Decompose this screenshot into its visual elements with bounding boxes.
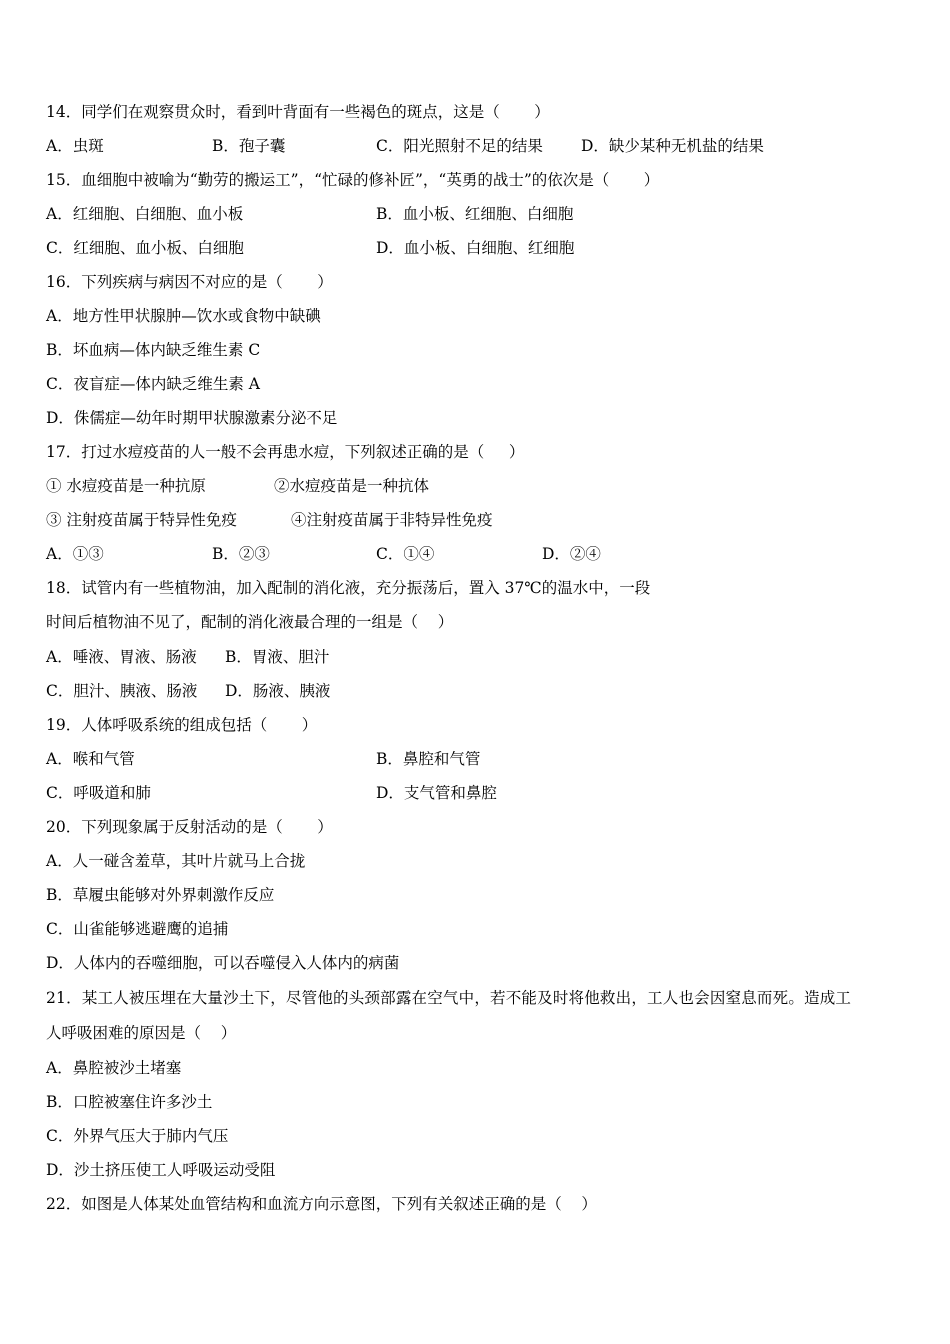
option-d: D．缺少某种无机盐的结果 — [581, 137, 764, 155]
question-18-stem-line2: 时间后植物油不见了，配制的消化液最合理的一组是（ ） — [46, 613, 454, 631]
option-b: B．②③ — [212, 545, 270, 563]
option-c: C．呼吸道和肺 — [46, 784, 151, 802]
question-14-stem: 14．同学们在观察贯众时，看到叶背面有一些褐色的斑点，这是（ ） — [46, 103, 550, 121]
option-d: D．支气管和鼻腔 — [376, 784, 497, 802]
option-b: B．坏血病—体内缺乏维生素 C — [46, 341, 261, 359]
option-d: D．血小板、白细胞、红细胞 — [376, 239, 575, 257]
option-d: D．肠液、胰液 — [225, 682, 331, 700]
statement-4: ④注射疫苗属于非特异性免疫 — [291, 511, 493, 529]
question-20-stem: 20．下列现象属于反射活动的是（ ） — [46, 818, 333, 836]
question-19-stem: 19．人体呼吸系统的组成包括（ ） — [46, 716, 318, 734]
option-d: D．侏儒症—幼年时期甲状腺激素分泌不足 — [46, 409, 338, 427]
question-21-stem-line1: 21．某工人被压埋在大量沙土下，尽管他的头颈部露在空气中，若不能及时将他救出，工人也会因窒息而死。造成工 — [46, 989, 852, 1007]
option-a: A．①③ — [46, 545, 104, 563]
option-a: A．地方性甲状腺肿—饮水或食物中缺碘 — [46, 307, 321, 325]
option-c: C．外界气压大于肺内气压 — [46, 1127, 229, 1145]
option-c: C．山雀能够逃避鹰的追捕 — [46, 920, 229, 938]
statement-2: ②水痘疫苗是一种抗体 — [274, 477, 430, 495]
option-a: A．喉和气管 — [46, 750, 135, 768]
statement-1: ① 水痘疫苗是一种抗原 — [46, 477, 206, 495]
option-c: C．胆汁、胰液、肠液 — [46, 682, 198, 700]
option-b: B．孢子囊 — [212, 137, 286, 155]
question-22-stem: 22．如图是人体某处血管结构和血流方向示意图，下列有关叙述正确的是（ ） — [46, 1195, 597, 1213]
option-b: B．鼻腔和气管 — [376, 750, 481, 768]
option-b: B．口腔被塞住许多沙土 — [46, 1093, 213, 1111]
question-16-stem: 16．下列疾病与病因不对应的是（ ） — [46, 273, 333, 291]
option-c: C．夜盲症—体内缺乏维生素 A — [46, 375, 260, 393]
option-a: A．人一碰含羞草，其叶片就马上合拢 — [46, 852, 306, 870]
option-c: C．红细胞、血小板、白细胞 — [46, 239, 244, 257]
question-18-stem-line1: 18．试管内有一些植物油，加入配制的消化液，充分振荡后，置入 37℃的温水中，一段 — [46, 579, 651, 597]
question-21-stem-line2: 人呼吸困难的原因是（ ） — [46, 1024, 237, 1042]
option-c: C．阳光照射不足的结果 — [376, 137, 543, 155]
option-a: A．鼻腔被沙土堵塞 — [46, 1059, 182, 1077]
question-17-stem: 17．打过水痘疫苗的人一般不会再患水痘，下列叙述正确的是（ ） — [46, 443, 525, 461]
statement-3: ③ 注射疫苗属于特异性免疫 — [46, 511, 237, 529]
option-a: A．虫斑 — [46, 137, 104, 155]
option-a: A．唾液、胃液、肠液 — [46, 648, 197, 666]
option-d: D．沙土挤压使工人呼吸运动受阻 — [46, 1161, 276, 1179]
question-15-stem: 15．血细胞中被喻为“勤劳的搬运工”，“忙碌的修补匠”，“英勇的战士”的依次是（ ） — [46, 171, 660, 189]
option-b: B．草履虫能够对外界刺激作反应 — [46, 886, 275, 904]
option-a: A．红细胞、白细胞、血小板 — [46, 205, 244, 223]
option-d: D．②④ — [542, 545, 601, 563]
option-c: C．①④ — [376, 545, 435, 563]
option-b: B．胃液、胆汁 — [225, 648, 330, 666]
option-b: B．血小板、红细胞、白细胞 — [376, 205, 574, 223]
option-d: D．人体内的吞噬细胞，可以吞噬侵入人体内的病菌 — [46, 954, 400, 972]
